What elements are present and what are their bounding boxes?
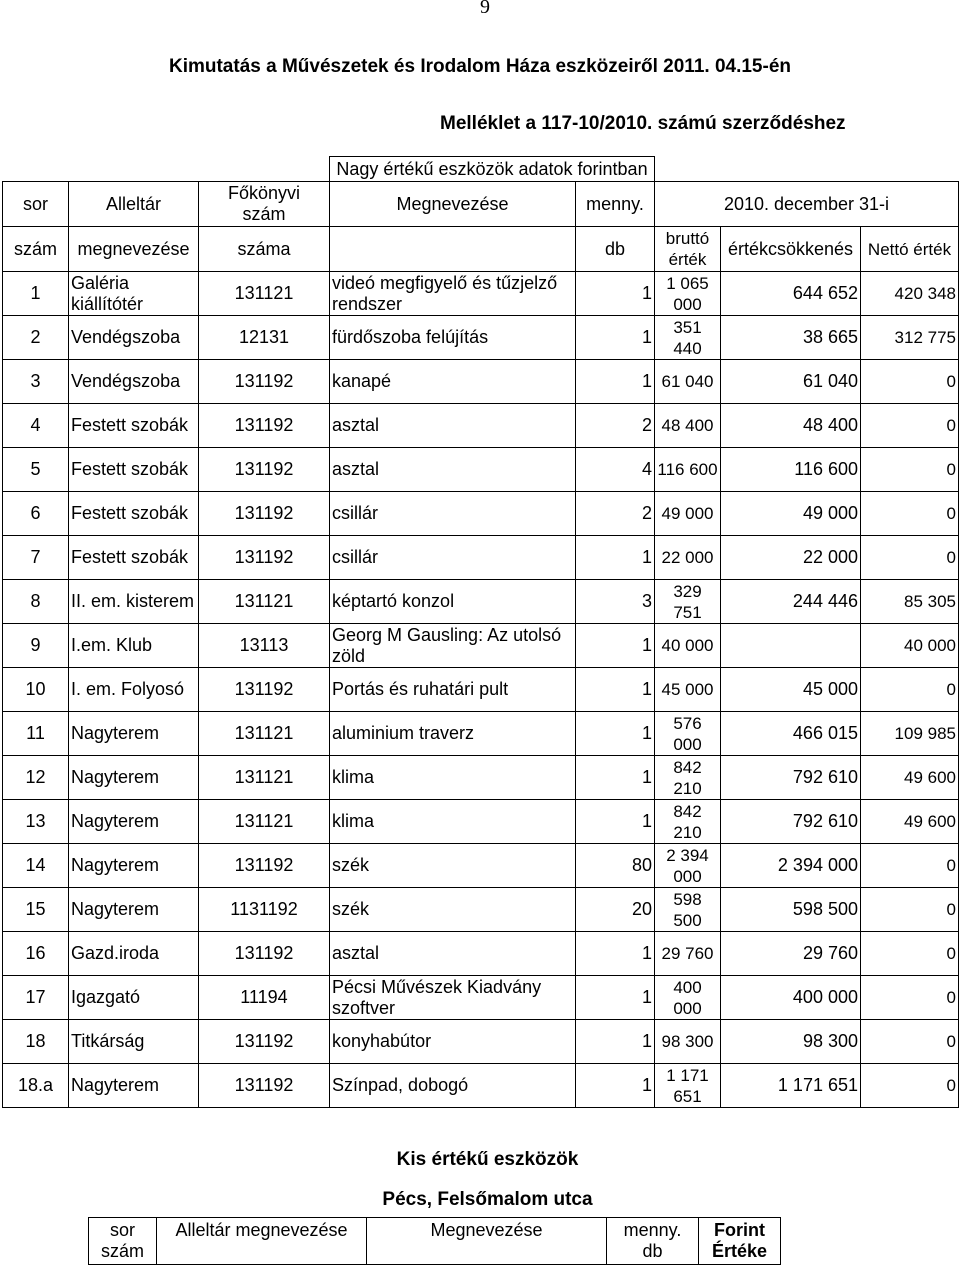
cell-brutto: 98 300 bbox=[655, 1020, 721, 1064]
cell-sor: 6 bbox=[3, 492, 69, 536]
table-row bbox=[3, 404, 959, 448]
cell-ecs: 244 446 bbox=[721, 580, 861, 624]
cell-alleltar: Nagyterem bbox=[69, 888, 199, 932]
cell-brutto: 22 000 bbox=[655, 536, 721, 580]
cell-fokonyv: 131192 bbox=[199, 404, 330, 448]
cell-alleltar: Galéria kiállítótér bbox=[69, 272, 199, 316]
cell-menny: 1 bbox=[576, 800, 655, 844]
cell-alleltar: Vendégszoba bbox=[69, 316, 199, 360]
cell-alleltar: Festett szobák bbox=[69, 492, 199, 536]
cell-fokonyv: 12131 bbox=[199, 316, 330, 360]
cell-ecs: 1 171 651 bbox=[721, 1064, 861, 1108]
cell-ecs: 2 394 000 bbox=[721, 844, 861, 888]
cell-menny: 1 bbox=[576, 756, 655, 800]
cell-menny: 2 bbox=[576, 404, 655, 448]
top-header: Nagy értékű eszközök adatok forintban bbox=[330, 157, 655, 182]
table-header-row-2 bbox=[3, 227, 959, 272]
cell-fokonyv: 131121 bbox=[199, 580, 330, 624]
cell-alleltar: Nagyterem bbox=[69, 1064, 199, 1108]
cell-ecs: 29 760 bbox=[721, 932, 861, 976]
section-location: Pécs, Felsőmalom utca bbox=[382, 1189, 593, 1210]
cell-megnevezes: asztal bbox=[330, 932, 576, 976]
cell-sor: 2 bbox=[3, 316, 69, 360]
cell-brutto: 842 210 bbox=[655, 800, 721, 844]
document-title: Kimutatás a Művészetek és Irodalom Háza eszközeiről 2011. 04.15-én bbox=[168, 56, 791, 77]
table-row bbox=[3, 668, 959, 712]
cell-sor: 5 bbox=[3, 448, 69, 492]
table-top-header-row bbox=[3, 157, 959, 182]
cell-sor: 14 bbox=[3, 844, 69, 888]
cell-netto: 0 bbox=[861, 1020, 959, 1064]
cell-alleltar: Igazgató bbox=[69, 976, 199, 1020]
cell-megnevezes: csillár bbox=[330, 536, 576, 580]
cell-fokonyv: 131192 bbox=[199, 668, 330, 712]
cell-menny: 1 bbox=[576, 624, 655, 668]
cell-ecs: 45 000 bbox=[721, 668, 861, 712]
cell-ecs: 98 300 bbox=[721, 1020, 861, 1064]
cell-alleltar: Nagyterem bbox=[69, 800, 199, 844]
cell-megnevezes: képtartó konzol bbox=[330, 580, 576, 624]
cell-brutto: 598 500 bbox=[655, 888, 721, 932]
cell-alleltar: Nagyterem bbox=[69, 844, 199, 888]
cell-megnevezes: Georg M Gausling: Az utolsó zöld bbox=[330, 624, 576, 668]
table-row bbox=[3, 1020, 959, 1064]
cell-netto: 0 bbox=[861, 404, 959, 448]
cell-sor: 4 bbox=[3, 404, 69, 448]
cell-sor: 1 bbox=[3, 272, 69, 316]
cell-menny: 1 bbox=[576, 668, 655, 712]
cell-fokonyv: 131192 bbox=[199, 1020, 330, 1064]
small-header-forint: Forint Értéke bbox=[699, 1218, 781, 1265]
cell-megnevezes: kanapé bbox=[330, 360, 576, 404]
table-row bbox=[3, 536, 959, 580]
table-row bbox=[3, 932, 959, 976]
cell-brutto: 2 394 000 bbox=[655, 844, 721, 888]
cell-megnevezes: csillár bbox=[330, 492, 576, 536]
cell-brutto: 1 171 651 bbox=[655, 1064, 721, 1108]
header-fokonyvi: Főkönyvi szám bbox=[199, 182, 330, 227]
cell-brutto: 1 065 000 bbox=[655, 272, 721, 316]
cell-sor: 17 bbox=[3, 976, 69, 1020]
cell-menny: 3 bbox=[576, 580, 655, 624]
cell-fokonyv: 131121 bbox=[199, 756, 330, 800]
cell-megnevezes: konyhabútor bbox=[330, 1020, 576, 1064]
table-row bbox=[3, 272, 959, 316]
cell-menny: 4 bbox=[576, 448, 655, 492]
cell-brutto: 329 751 bbox=[655, 580, 721, 624]
cell-ecs: 466 015 bbox=[721, 712, 861, 756]
cell-menny: 2 bbox=[576, 492, 655, 536]
cell-netto: 0 bbox=[861, 1064, 959, 1108]
cell-sor: 7 bbox=[3, 536, 69, 580]
cell-netto: 0 bbox=[861, 360, 959, 404]
cell-sor: 16 bbox=[3, 932, 69, 976]
cell-alleltar: I. em. Folyosó bbox=[69, 668, 199, 712]
cell-brutto: 400 000 bbox=[655, 976, 721, 1020]
cell-ecs: 116 600 bbox=[721, 448, 861, 492]
cell-fokonyv: 131192 bbox=[199, 492, 330, 536]
cell-alleltar: Festett szobák bbox=[69, 448, 199, 492]
table-row bbox=[3, 800, 959, 844]
cell-menny: 1 bbox=[576, 976, 655, 1020]
table-row bbox=[3, 844, 959, 888]
cell-sor: 9 bbox=[3, 624, 69, 668]
cell-netto: 49 600 bbox=[861, 756, 959, 800]
cell-ecs bbox=[721, 624, 861, 668]
cell-sor: 10 bbox=[3, 668, 69, 712]
cell-ecs: 400 000 bbox=[721, 976, 861, 1020]
table-row bbox=[3, 1064, 959, 1108]
header-db: db bbox=[576, 227, 655, 272]
cell-fokonyv: 131121 bbox=[199, 712, 330, 756]
table-row bbox=[3, 360, 959, 404]
cell-menny: 1 bbox=[576, 316, 655, 360]
small-header-alleltar: Alleltár megnevezése bbox=[157, 1218, 367, 1265]
cell-netto: 0 bbox=[861, 844, 959, 888]
cell-ecs: 792 610 bbox=[721, 800, 861, 844]
cell-sor: 3 bbox=[3, 360, 69, 404]
cell-sor: 12 bbox=[3, 756, 69, 800]
cell-netto: 49 600 bbox=[861, 800, 959, 844]
cell-netto: 85 305 bbox=[861, 580, 959, 624]
cell-fokonyv: 131192 bbox=[199, 448, 330, 492]
cell-megnevezes: Portás és ruhatári pult bbox=[330, 668, 576, 712]
cell-megnevezes: klima bbox=[330, 800, 576, 844]
table-row bbox=[3, 888, 959, 932]
cell-netto: 0 bbox=[861, 492, 959, 536]
small-header-megnevezes: Megnevezése bbox=[367, 1218, 607, 1265]
cell-megnevezes: Pécsi Művészek Kiadvány szoftver bbox=[330, 976, 576, 1020]
cell-ecs: 61 040 bbox=[721, 360, 861, 404]
cell-fokonyv: 11194 bbox=[199, 976, 330, 1020]
cell-brutto: 842 210 bbox=[655, 756, 721, 800]
cell-fokonyv: 1131192 bbox=[199, 888, 330, 932]
cell-fokonyv: 131121 bbox=[199, 800, 330, 844]
table-row bbox=[3, 580, 959, 624]
cell-menny: 20 bbox=[576, 888, 655, 932]
cell-menny: 1 bbox=[576, 536, 655, 580]
table-row bbox=[3, 316, 959, 360]
section-small-assets: Kis értékű eszközök bbox=[396, 1149, 579, 1170]
cell-brutto: 61 040 bbox=[655, 360, 721, 404]
table-row bbox=[3, 448, 959, 492]
cell-megnevezes: fürdőszoba felújítás bbox=[330, 316, 576, 360]
cell-sor: 15 bbox=[3, 888, 69, 932]
cell-menny: 1 bbox=[576, 712, 655, 756]
header-brutto: bruttó érték bbox=[655, 227, 721, 272]
cell-alleltar: Nagyterem bbox=[69, 712, 199, 756]
cell-brutto: 40 000 bbox=[655, 624, 721, 668]
cell-sor: 18 bbox=[3, 1020, 69, 1064]
header-menny: menny. bbox=[576, 182, 655, 227]
cell-megnevezes: aluminium traverz bbox=[330, 712, 576, 756]
header-megnevezese: Megnevezése bbox=[330, 182, 576, 227]
cell-megnevezes: videó megfigyelő és tűzjelző rendszer bbox=[330, 272, 576, 316]
cell-menny: 1 bbox=[576, 932, 655, 976]
cell-sor: 8 bbox=[3, 580, 69, 624]
cell-alleltar: Vendégszoba bbox=[69, 360, 199, 404]
cell-alleltar: Festett szobák bbox=[69, 404, 199, 448]
cell-fokonyv: 13113 bbox=[199, 624, 330, 668]
cell-alleltar: Titkárság bbox=[69, 1020, 199, 1064]
cell-ecs: 49 000 bbox=[721, 492, 861, 536]
table-row bbox=[3, 756, 959, 800]
cell-netto: 0 bbox=[861, 448, 959, 492]
small-header-sor: sor szám bbox=[89, 1218, 157, 1265]
cell-ecs: 792 610 bbox=[721, 756, 861, 800]
cell-ecs: 38 665 bbox=[721, 316, 861, 360]
header-empty bbox=[330, 227, 576, 272]
cell-fokonyv: 131192 bbox=[199, 844, 330, 888]
cell-alleltar: Festett szobák bbox=[69, 536, 199, 580]
cell-brutto: 45 000 bbox=[655, 668, 721, 712]
cell-netto: 0 bbox=[861, 888, 959, 932]
cell-brutto: 48 400 bbox=[655, 404, 721, 448]
cell-menny: 1 bbox=[576, 1064, 655, 1108]
cell-netto: 420 348 bbox=[861, 272, 959, 316]
cell-megnevezes: klima bbox=[330, 756, 576, 800]
cell-menny: 1 bbox=[576, 272, 655, 316]
cell-megnevezes: szék bbox=[330, 888, 576, 932]
cell-ecs: 48 400 bbox=[721, 404, 861, 448]
cell-netto: 0 bbox=[861, 536, 959, 580]
table-row bbox=[3, 624, 959, 668]
cell-megnevezes: Színpad, dobogó bbox=[330, 1064, 576, 1108]
small-assets-table bbox=[88, 1217, 781, 1265]
cell-alleltar: Gazd.iroda bbox=[69, 932, 199, 976]
cell-netto: 0 bbox=[861, 932, 959, 976]
cell-netto: 109 985 bbox=[861, 712, 959, 756]
table-row bbox=[3, 712, 959, 756]
small-table-header-row bbox=[89, 1218, 781, 1265]
cell-netto: 0 bbox=[861, 668, 959, 712]
cell-fokonyv: 131192 bbox=[199, 1064, 330, 1108]
small-header-menny: menny. db bbox=[607, 1218, 699, 1265]
header-alleltar-2: megnevezése bbox=[69, 227, 199, 272]
header-netto: Nettó érték bbox=[861, 227, 959, 272]
cell-ecs: 644 652 bbox=[721, 272, 861, 316]
cell-megnevezes: asztal bbox=[330, 404, 576, 448]
cell-sor: 13 bbox=[3, 800, 69, 844]
cell-fokonyv: 131192 bbox=[199, 932, 330, 976]
cell-ecs: 22 000 bbox=[721, 536, 861, 580]
cell-brutto: 116 600 bbox=[655, 448, 721, 492]
cell-menny: 80 bbox=[576, 844, 655, 888]
header-alleltar: Alleltár bbox=[69, 182, 199, 227]
header-date: 2010. december 31-i bbox=[655, 182, 959, 227]
cell-netto: 312 775 bbox=[861, 316, 959, 360]
header-sor-2: szám bbox=[3, 227, 69, 272]
cell-netto: 40 000 bbox=[861, 624, 959, 668]
header-sor: sor bbox=[3, 182, 69, 227]
cell-fokonyv: 131121 bbox=[199, 272, 330, 316]
cell-alleltar: Nagyterem bbox=[69, 756, 199, 800]
table-row bbox=[3, 492, 959, 536]
table-row bbox=[3, 976, 959, 1020]
cell-megnevezes: szék bbox=[330, 844, 576, 888]
cell-alleltar: I.em. Klub bbox=[69, 624, 199, 668]
cell-netto: 0 bbox=[861, 976, 959, 1020]
cell-brutto: 351 440 bbox=[655, 316, 721, 360]
cell-alleltar: II. em. kisterem bbox=[69, 580, 199, 624]
header-ecs: értékcsökkenés bbox=[721, 227, 861, 272]
cell-menny: 1 bbox=[576, 360, 655, 404]
cell-ecs: 598 500 bbox=[721, 888, 861, 932]
page-number: 9 bbox=[480, 0, 490, 18]
header-fokonyvi-2: száma bbox=[199, 227, 330, 272]
cell-menny: 1 bbox=[576, 1020, 655, 1064]
cell-sor: 18.a bbox=[3, 1064, 69, 1108]
cell-fokonyv: 131192 bbox=[199, 536, 330, 580]
cell-brutto: 49 000 bbox=[655, 492, 721, 536]
cell-brutto: 576 000 bbox=[655, 712, 721, 756]
assets-table bbox=[2, 156, 959, 1108]
cell-sor: 11 bbox=[3, 712, 69, 756]
attachment-note: Melléklet a 117-10/2010. számú szerződéshez bbox=[440, 113, 846, 134]
cell-brutto: 29 760 bbox=[655, 932, 721, 976]
table-header-row-1 bbox=[3, 182, 959, 227]
cell-fokonyv: 131192 bbox=[199, 360, 330, 404]
cell-megnevezes: asztal bbox=[330, 448, 576, 492]
